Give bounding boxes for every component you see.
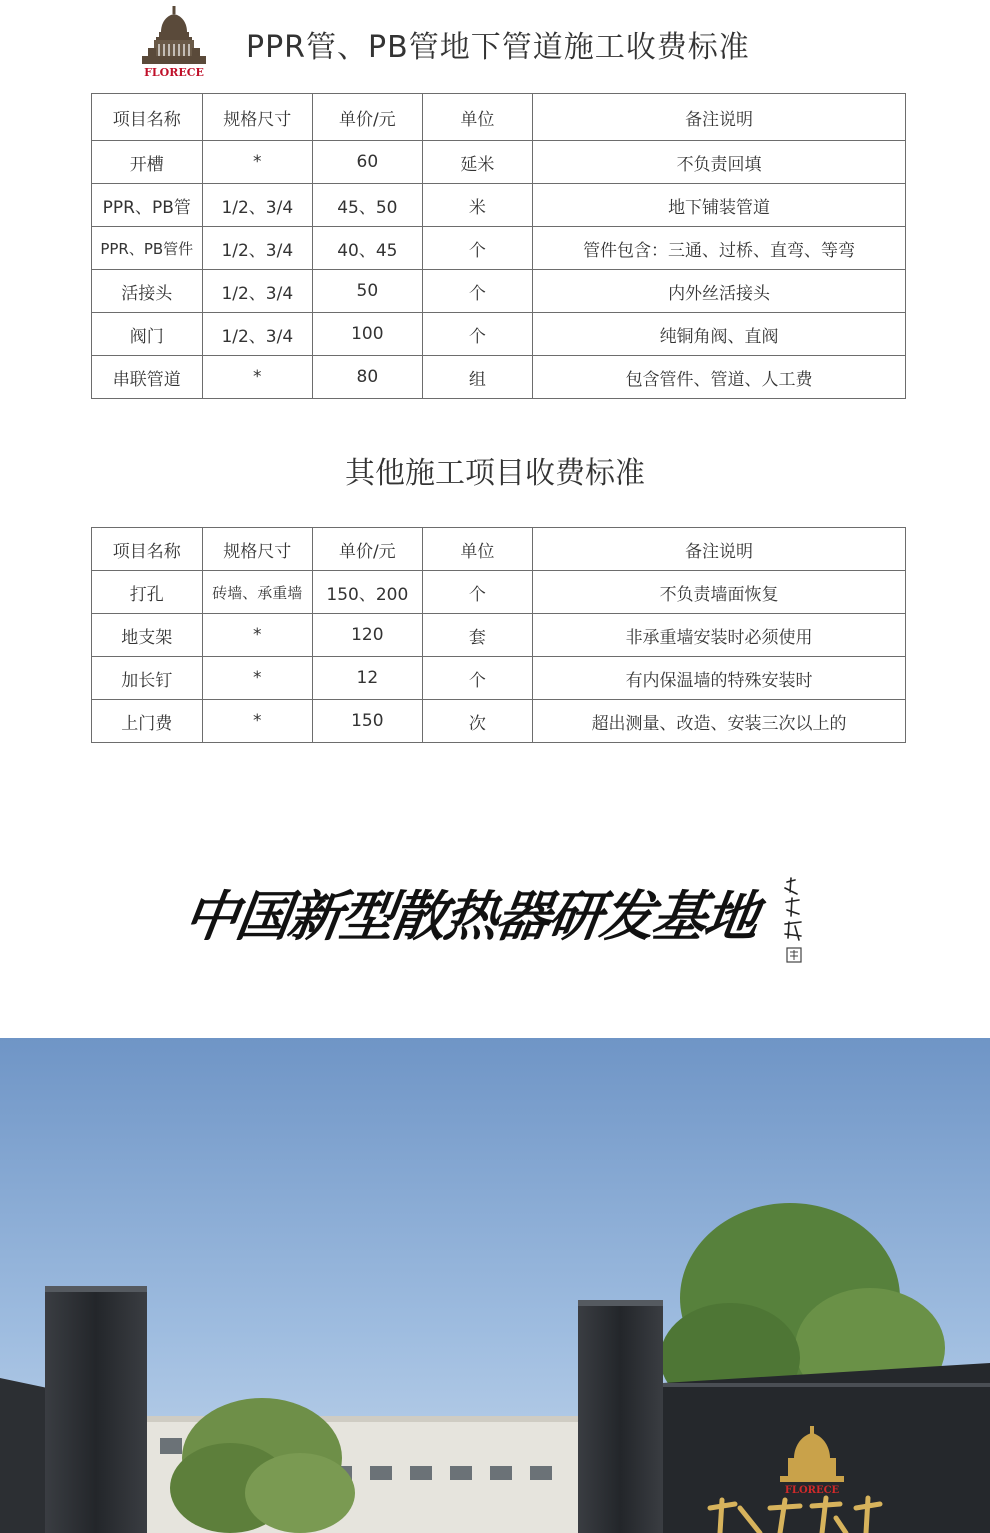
- pipe-fee-table: [91, 93, 906, 399]
- item-unit: 个: [422, 657, 533, 700]
- header-cell: 规格尺寸: [202, 528, 313, 571]
- item-name: 活接头: [92, 270, 203, 313]
- item-name: 上门费: [92, 700, 203, 743]
- item-unit: 个: [422, 571, 533, 614]
- calligraphy-text: 中国新型散热器研发基地: [180, 884, 762, 948]
- item-spec: 1/2、3/4: [202, 184, 313, 227]
- table-row: [92, 313, 906, 356]
- table-row: [92, 356, 906, 399]
- item-unit: 次: [422, 700, 533, 743]
- item-price: 80: [313, 356, 423, 399]
- other-fee-table: [91, 527, 906, 743]
- sign-logo-text: FLORECE: [784, 1485, 840, 1496]
- item-name: 地支架: [92, 614, 203, 657]
- item-unit: 个: [422, 313, 533, 356]
- header-cell: 单位: [422, 528, 533, 571]
- table-header-row: [92, 528, 906, 571]
- item-note: 超出测量、改造、安装三次以上的: [533, 700, 906, 743]
- item-unit: 个: [422, 227, 533, 270]
- section2-title: 其他施工项目收费标准: [345, 456, 645, 491]
- item-note: 有内保温墙的特殊安装时: [533, 657, 906, 700]
- header-cell: 项目名称: [92, 94, 203, 141]
- item-price: 40、45: [313, 227, 423, 270]
- section1-title: PPR管、PB管地下管道施工收费标准: [246, 30, 750, 65]
- table-header-row: [92, 94, 906, 141]
- table-row: [92, 141, 906, 184]
- item-spec: 砖墙、承重墙: [202, 571, 313, 614]
- item-price: 120: [313, 614, 423, 657]
- item-note: 内外丝活接头: [533, 270, 906, 313]
- item-note: 包含管件、管道、人工费: [533, 356, 906, 399]
- item-name: 串联管道: [92, 356, 203, 399]
- item-note: 管件包含：三通、过桥、直弯、等弯: [533, 227, 906, 270]
- item-name: 打孔: [92, 571, 203, 614]
- table-row: [92, 184, 906, 227]
- header-cell: 规格尺寸: [202, 94, 313, 141]
- item-spec: *: [202, 356, 313, 399]
- item-unit: 个: [422, 270, 533, 313]
- item-spec: 1/2、3/4: [202, 227, 313, 270]
- item-price: 150: [313, 700, 423, 743]
- item-spec: *: [202, 141, 313, 184]
- item-price: 12: [313, 657, 423, 700]
- table-row: [92, 227, 906, 270]
- calligraphy-banner: [180, 868, 825, 968]
- header-cell: 单位: [422, 94, 533, 141]
- header-cell: 项目名称: [92, 528, 203, 571]
- header-cell: 备注说明: [533, 528, 906, 571]
- item-spec: 1/2、3/4: [202, 270, 313, 313]
- item-price: 150、200: [313, 571, 423, 614]
- calligraphy-signature: [781, 876, 809, 966]
- item-spec: *: [202, 700, 313, 743]
- header-cell: 备注说明: [533, 94, 906, 141]
- item-price: 60: [313, 141, 423, 184]
- logo-text: FLORECE: [144, 66, 204, 79]
- item-price: 100: [313, 313, 423, 356]
- item-note: 非承重墙安装时必须使用: [533, 614, 906, 657]
- table-row: [92, 700, 906, 743]
- item-name: 加长钉: [92, 657, 203, 700]
- florece-logo: [134, 4, 214, 80]
- table-row: [92, 270, 906, 313]
- item-spec: 1/2、3/4: [202, 313, 313, 356]
- item-unit: 套: [422, 614, 533, 657]
- item-unit: 米: [422, 184, 533, 227]
- factory-photo: [0, 1038, 990, 1533]
- table-row: [92, 614, 906, 657]
- item-price: 50: [313, 270, 423, 313]
- header-cell: 单价/元: [313, 94, 423, 141]
- item-name: 阀门: [92, 313, 203, 356]
- item-spec: *: [202, 614, 313, 657]
- item-name: PPR、PB管: [92, 184, 203, 227]
- item-note: 不负责墙面恢复: [533, 571, 906, 614]
- item-unit: 延米: [422, 141, 533, 184]
- item-spec: *: [202, 657, 313, 700]
- table-row: [92, 571, 906, 614]
- item-unit: 组: [422, 356, 533, 399]
- item-name: PPR、PB管件: [92, 227, 203, 270]
- item-price: 45、50: [313, 184, 423, 227]
- item-note: 不负责回填: [533, 141, 906, 184]
- item-note: 纯铜角阀、直阀: [533, 313, 906, 356]
- table-row: [92, 657, 906, 700]
- header-cell: 单价/元: [313, 528, 423, 571]
- item-name: 开槽: [92, 141, 203, 184]
- item-note: 地下铺装管道: [533, 184, 906, 227]
